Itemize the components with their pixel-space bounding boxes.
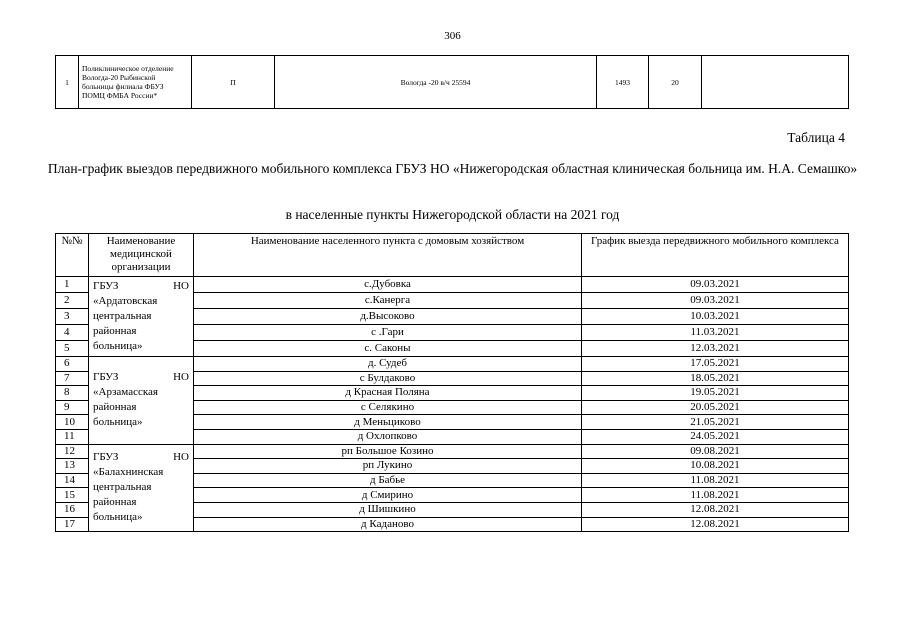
schedule-table-body (56, 277, 849, 532)
row-number: 4 (56, 325, 89, 341)
document-title: План-график выездов передвижного мобильного комплекса ГБУЗ НО «Нижегородская областная клиническая больница им. Н.А. Семашко» (47, 161, 858, 176)
settlement-name: с Булдаково (194, 371, 582, 386)
settlement-name: рп Лукино (194, 459, 582, 474)
row-number: 14 (56, 473, 89, 488)
org-name-cell (89, 357, 194, 445)
org-name-line: центральная (93, 310, 152, 322)
visit-date: 12.03.2021 (582, 341, 849, 357)
org-name-line: больница» (93, 511, 143, 524)
row-number: 5 (56, 341, 89, 357)
org-name-line: «Арзамасская (93, 386, 158, 399)
org-name-line: центральная (93, 481, 152, 494)
settlement-name: с.Канерга (194, 293, 582, 309)
top-row-type: П (192, 56, 275, 109)
org-name-first-line (93, 450, 189, 465)
org-name-prefix: ГБУЗ (93, 280, 119, 292)
settlement-name: д.Высоково (194, 309, 582, 325)
org-name-line: районная (93, 496, 137, 509)
visit-date: 11.08.2021 (582, 473, 849, 488)
table-row (56, 357, 849, 372)
table-row (56, 444, 849, 459)
row-number: 6 (56, 357, 89, 372)
settlement-name: д Каданово (194, 517, 582, 532)
org-name-line: больница» (93, 416, 143, 429)
org-name-cell (89, 444, 194, 532)
row-number: 1 (56, 277, 89, 293)
org-name-first-line (93, 279, 189, 294)
table-row (56, 56, 849, 109)
row-number: 15 (56, 488, 89, 503)
visit-date: 19.05.2021 (582, 386, 849, 401)
row-number: 13 (56, 459, 89, 474)
visit-date: 09.03.2021 (582, 293, 849, 309)
row-number: 16 (56, 502, 89, 517)
header-org: Наименование медицинской организации (89, 234, 194, 277)
settlement-name: д Шишкино (194, 502, 582, 517)
table-header-row (56, 234, 849, 277)
visit-date: 10.08.2021 (582, 459, 849, 474)
org-name-prefix: ГБУЗ (93, 371, 119, 384)
org-name-line: районная (93, 325, 137, 337)
visit-date: 11.03.2021 (582, 325, 849, 341)
org-name-region: НО (173, 371, 189, 384)
org-name-line: «Ардатовская (93, 295, 158, 307)
org-name-region: НО (173, 280, 189, 292)
header-num: №№ (56, 234, 89, 277)
visit-date: 09.03.2021 (582, 277, 849, 293)
visit-date: 11.08.2021 (582, 488, 849, 503)
visit-date: 21.05.2021 (582, 415, 849, 430)
top-row-num: 1 (56, 56, 79, 109)
page-number: 306 (444, 30, 461, 42)
header-schedule: График выезда передвижного мобильного комплекса (582, 234, 849, 277)
row-number: 12 (56, 444, 89, 459)
org-name-region: НО (173, 451, 189, 464)
settlement-name: д Меньциково (194, 415, 582, 430)
row-number: 2 (56, 293, 89, 309)
schedule-table (55, 233, 849, 532)
settlement-name: рп Большое Козино (194, 444, 582, 459)
settlement-name: д Смирино (194, 488, 582, 503)
row-number: 9 (56, 400, 89, 415)
visit-date: 12.08.2021 (582, 502, 849, 517)
top-row-count: 1493 (597, 56, 649, 109)
org-name-line: больница» (93, 340, 143, 352)
row-number: 10 (56, 415, 89, 430)
org-name-line: районная (93, 401, 137, 414)
visit-date: 09.08.2021 (582, 444, 849, 459)
org-name-line: «Балахнинская (93, 466, 164, 479)
header-place: Наименование населенного пункта с домовым хозяйством (194, 234, 582, 277)
settlement-name: д Бабье (194, 473, 582, 488)
top-row-value: 20 (649, 56, 702, 109)
row-number: 7 (56, 371, 89, 386)
org-name-first-line (93, 370, 189, 385)
settlement-name: д Красная Поляна (194, 386, 582, 401)
org-name-prefix: ГБУЗ (93, 451, 119, 464)
top-row-extra (702, 56, 849, 109)
previous-table-fragment (55, 55, 849, 109)
settlement-name: с .Гари (194, 325, 582, 341)
visit-date: 20.05.2021 (582, 400, 849, 415)
row-number: 11 (56, 429, 89, 444)
row-number: 17 (56, 517, 89, 532)
settlement-name: с.Дубовка (194, 277, 582, 293)
visit-date: 24.05.2021 (582, 429, 849, 444)
document-subtitle: в населенные пункты Нижегородской области на 2021 год (285, 207, 620, 222)
visit-date: 18.05.2021 (582, 371, 849, 386)
table-label: Таблица 4 (787, 130, 845, 145)
settlement-name: с Селякино (194, 400, 582, 415)
top-row-org: Поликлиническое отделение Вологда-20 Рыбинской больницы филиала ФБУЗ ПОМЦ ФМБА России* (79, 56, 192, 109)
settlement-name: д. Судеб (194, 357, 582, 372)
settlement-name: д Охлопково (194, 429, 582, 444)
row-number: 8 (56, 386, 89, 401)
row-number: 3 (56, 309, 89, 325)
top-row-place: Вологда -20 в/ч 25594 (275, 56, 597, 109)
table-row (56, 277, 849, 293)
org-name-cell (89, 277, 194, 357)
visit-date: 12.08.2021 (582, 517, 849, 532)
settlement-name: с. Саконы (194, 341, 582, 357)
visit-date: 17.05.2021 (582, 357, 849, 372)
visit-date: 10.03.2021 (582, 309, 849, 325)
